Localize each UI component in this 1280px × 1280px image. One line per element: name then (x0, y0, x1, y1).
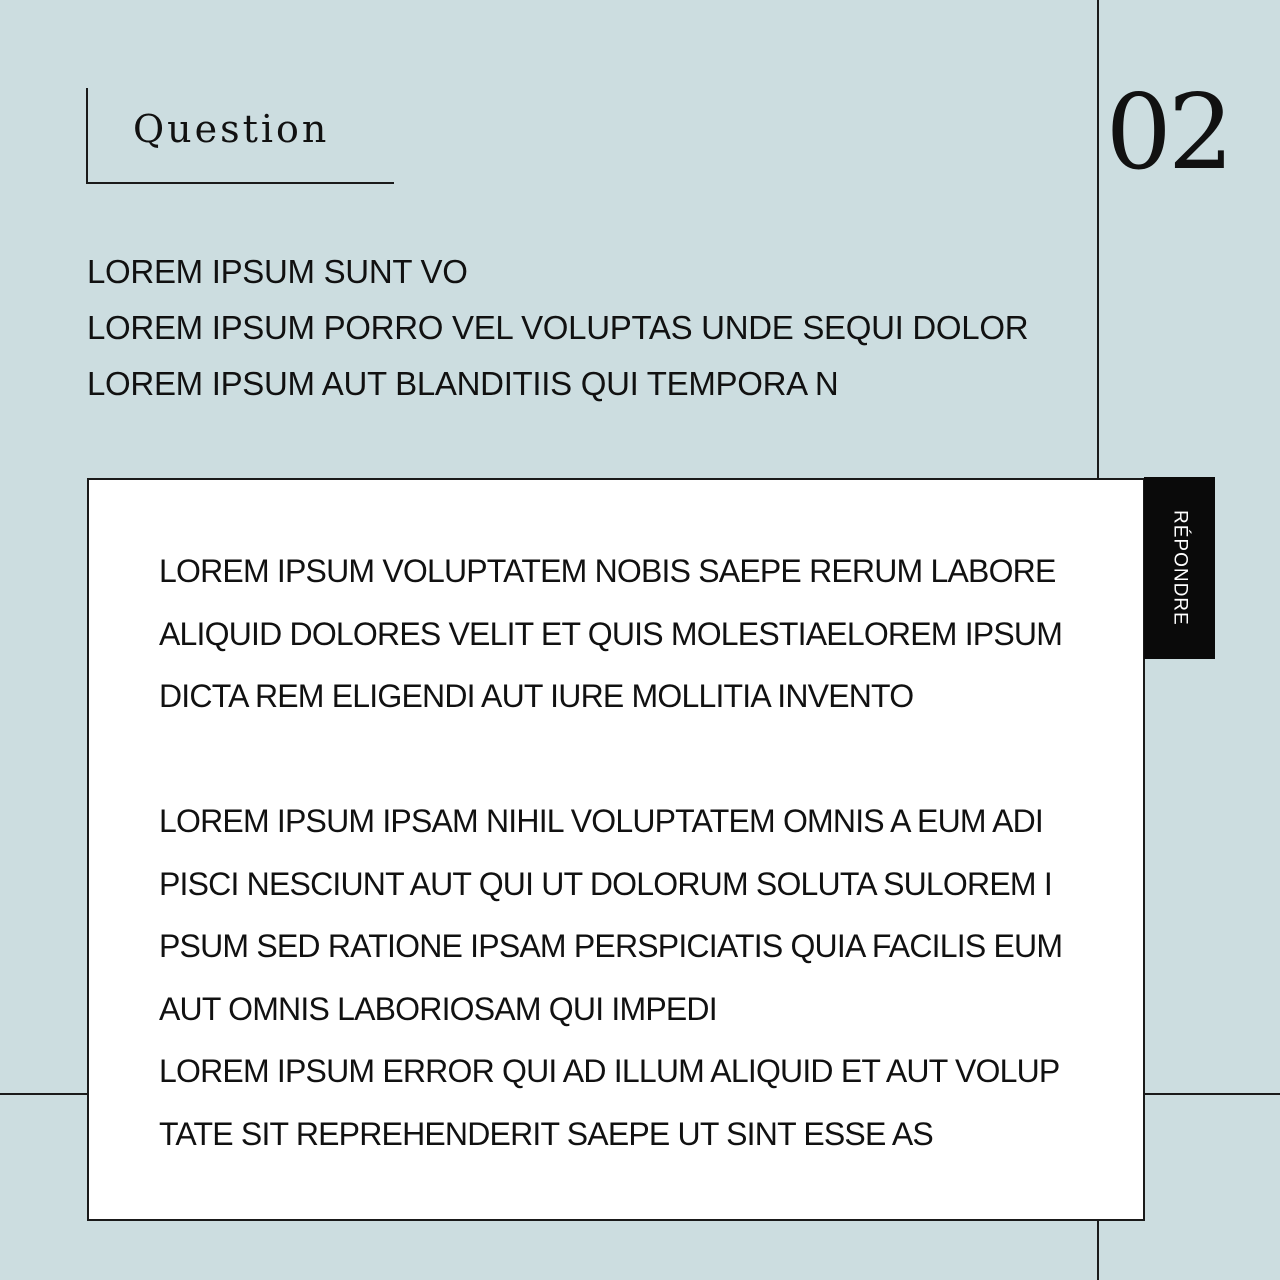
reply-tab[interactable] (1144, 477, 1215, 659)
answer-line: ALIQUID DOLORES VELIT ET QUIS MOLESTIAELOREM IPSUM (159, 615, 1063, 652)
page-title: Question (133, 107, 330, 151)
answer-line: PISCI NESCIUNT AUT QUI UT DOLORUM SOLUTA SULOREM I (159, 865, 1052, 902)
answer-line: LOREM IPSUM ERROR QUI AD ILLUM ALIQUID ET AUT VOLUP (159, 1053, 1060, 1089)
answer-line: LOREM IPSUM VOLUPTATEM NOBIS SAEPE RERUM LABORE (159, 553, 1056, 589)
answer-line: LOREM IPSUM IPSAM NIHIL VOLUPTATEM OMNIS A EUM ADI (159, 803, 1044, 839)
answer-line: PSUM SED RATIONE IPSAM PERSPICIATIS QUIA FACILIS EUM (159, 928, 1063, 964)
question-line: LOREM IPSUM AUT BLANDITIIS QUI TEMPORA N (87, 365, 839, 402)
question-line: LOREM IPSUM PORRO VEL VOLUPTAS UNDE SEQUI DOLOR (87, 309, 1029, 346)
answer-line: AUT OMNIS LABORIOSAM QUI IMPEDI (159, 990, 717, 1027)
question-text (87, 244, 1077, 412)
answer-card (87, 478, 1145, 1221)
reply-tab-label: RÉPONDRE (1169, 510, 1191, 626)
answer-line: DICTA REM ELIGENDI AUT IURE MOLLITIA INVENTO (159, 678, 914, 714)
page-number: 02 (1105, 71, 1230, 193)
paragraph-spacer (159, 728, 1089, 791)
answer-text (159, 540, 1089, 1165)
answer-line: TATE SIT REPREHENDERIT SAEPE UT SINT ESSE AS (159, 1115, 933, 1152)
question-line: LOREM IPSUM SUNT VO (87, 253, 468, 290)
